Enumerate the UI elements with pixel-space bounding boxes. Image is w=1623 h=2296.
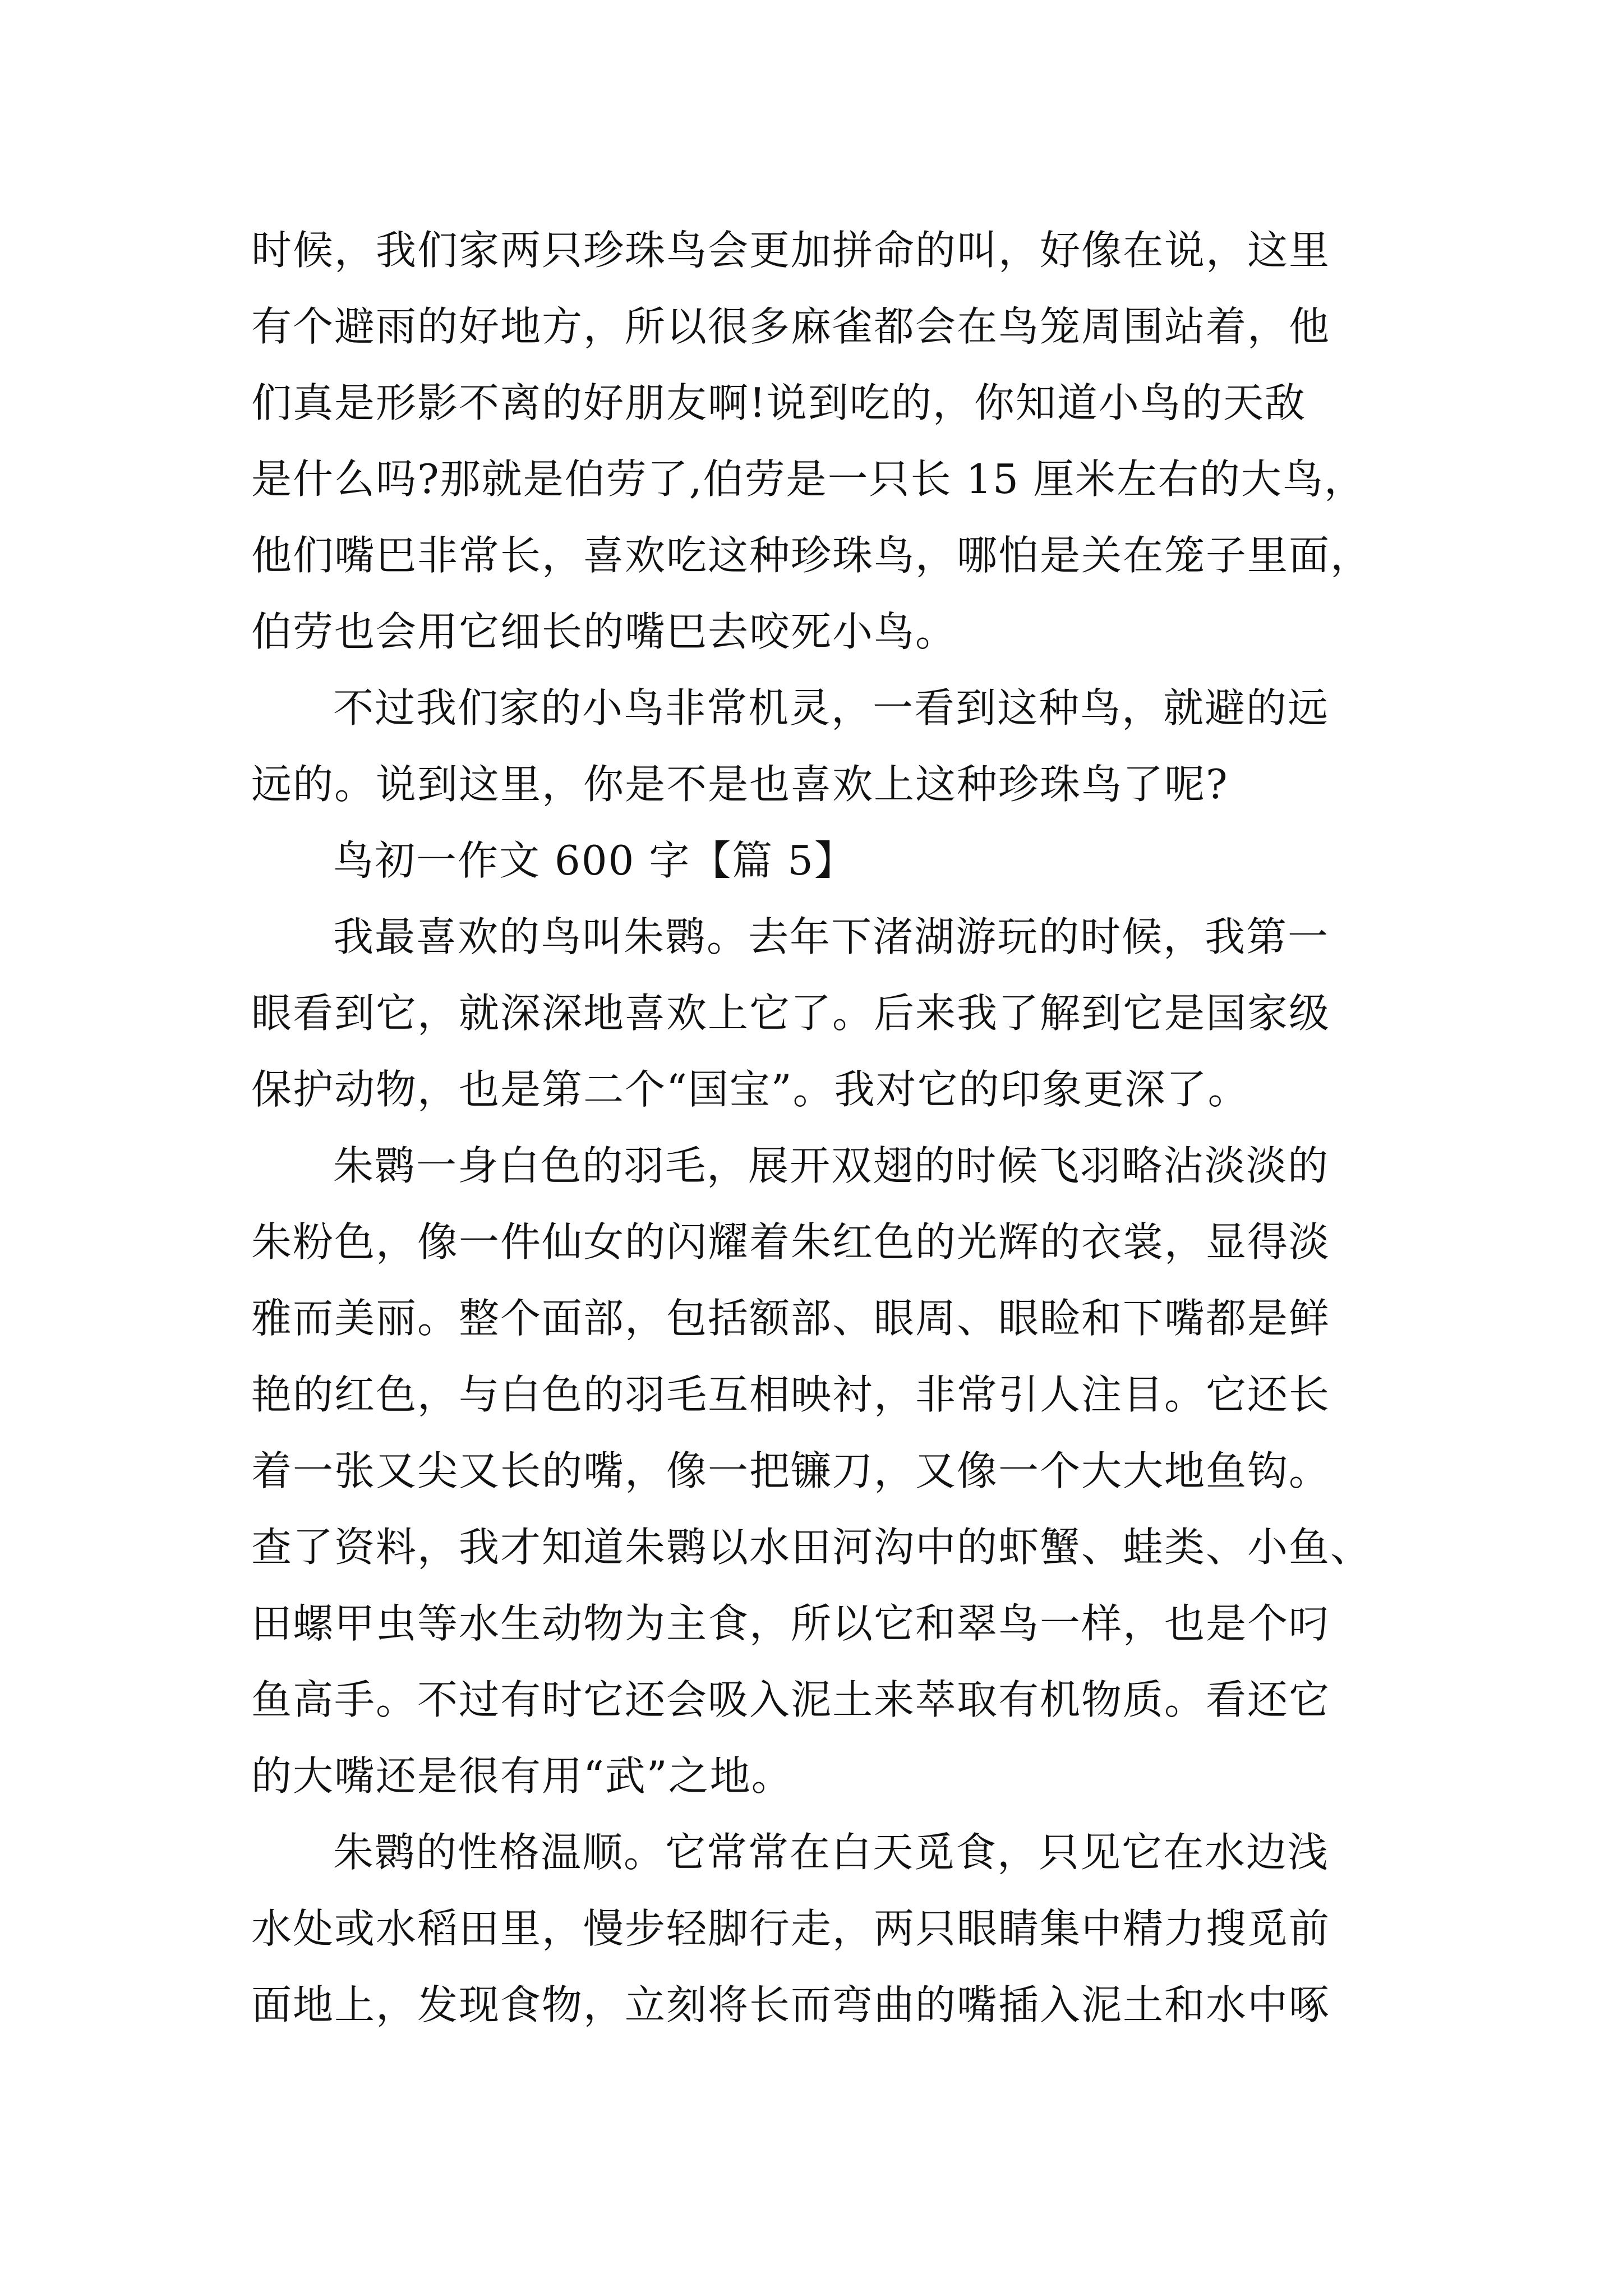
paragraph-first-line: 朱鹮的性格温顺。它常常在白天觅食，只见它在水边浅	[333, 1829, 1330, 1876]
text-line: 们真是形影不离的好朋友啊!说到吃的，你知道小鸟的天敌	[251, 379, 1306, 426]
text-line: 查了资料，我才知道朱鹮以水田河沟中的虾蟹、蛙类、小鱼、	[251, 1524, 1372, 1571]
text-line: 是什么吗?那就是伯劳了,伯劳是一只长 15 厘米左右的大鸟，	[251, 455, 1366, 503]
paragraph-first-line: 不过我们家的小鸟非常机灵，一看到这种鸟，就避的远	[333, 684, 1330, 731]
text-line: 朱粉色，像一件仙女的闪耀着朱红色的光辉的衣裳，显得淡	[251, 1218, 1331, 1266]
text-line: 伯劳也会用它细长的嘴巴去咬死小鸟。	[251, 608, 957, 655]
text-line: 雅而美丽。整个面部，包括额部、眼周、眼睑和下嘴都是鲜	[251, 1295, 1331, 1342]
text-line: 眼看到它，就深深地喜欢上它了。后来我了解到它是国家级	[251, 990, 1331, 1037]
document-body	[251, 212, 1384, 2043]
section-heading: 鸟初一作文 600 字【篇 5】	[333, 837, 856, 884]
text-line: 水处或水稻田里，慢步轻脚行走，两只眼睛集中精力搜觅前	[251, 1905, 1331, 1952]
text-line: 着一张又尖又长的嘴，像一把镰刀，又像一个大大地鱼钩。	[251, 1447, 1331, 1494]
text-line: 鱼高手。不过有时它还会吸入泥土来萃取有机物质。看还它	[251, 1676, 1331, 1723]
paragraph-first-line: 我最喜欢的鸟叫朱鹮。去年下渚湖游玩的时候，我第一	[333, 913, 1330, 960]
text-line: 保护动物，也是第二个“国宝”。我对它的印象更深了。	[251, 1066, 1249, 1113]
text-line: 田螺甲虫等水生动物为主食，所以它和翠鸟一样，也是个叼	[251, 1600, 1331, 1647]
text-line: 的大嘴还是很有用“武”之地。	[251, 1752, 793, 1800]
text-line: 时候，我们家两只珍珠鸟会更加拼命的叫，好像在说，这里	[251, 227, 1331, 274]
text-line: 远的。说到这里，你是不是也喜欢上这种珍珠鸟了呢?	[251, 761, 1229, 808]
text-line: 艳的红色，与白色的羽毛互相映衬，非常引人注目。它还长	[251, 1371, 1331, 1418]
text-line: 面地上，发现食物，立刻将长而弯曲的嘴插入泥土和水中啄	[251, 1981, 1331, 2028]
text-line: 他们嘴巴非常长，喜欢吃这种珍珠鸟，哪怕是关在笼子里面，	[251, 532, 1372, 579]
text-line: 有个避雨的好地方，所以很多麻雀都会在鸟笼周围站着，他	[251, 303, 1331, 350]
paragraph-first-line: 朱鹮一身白色的羽毛，展开双翅的时候飞羽略沾淡淡的	[333, 1142, 1330, 1189]
